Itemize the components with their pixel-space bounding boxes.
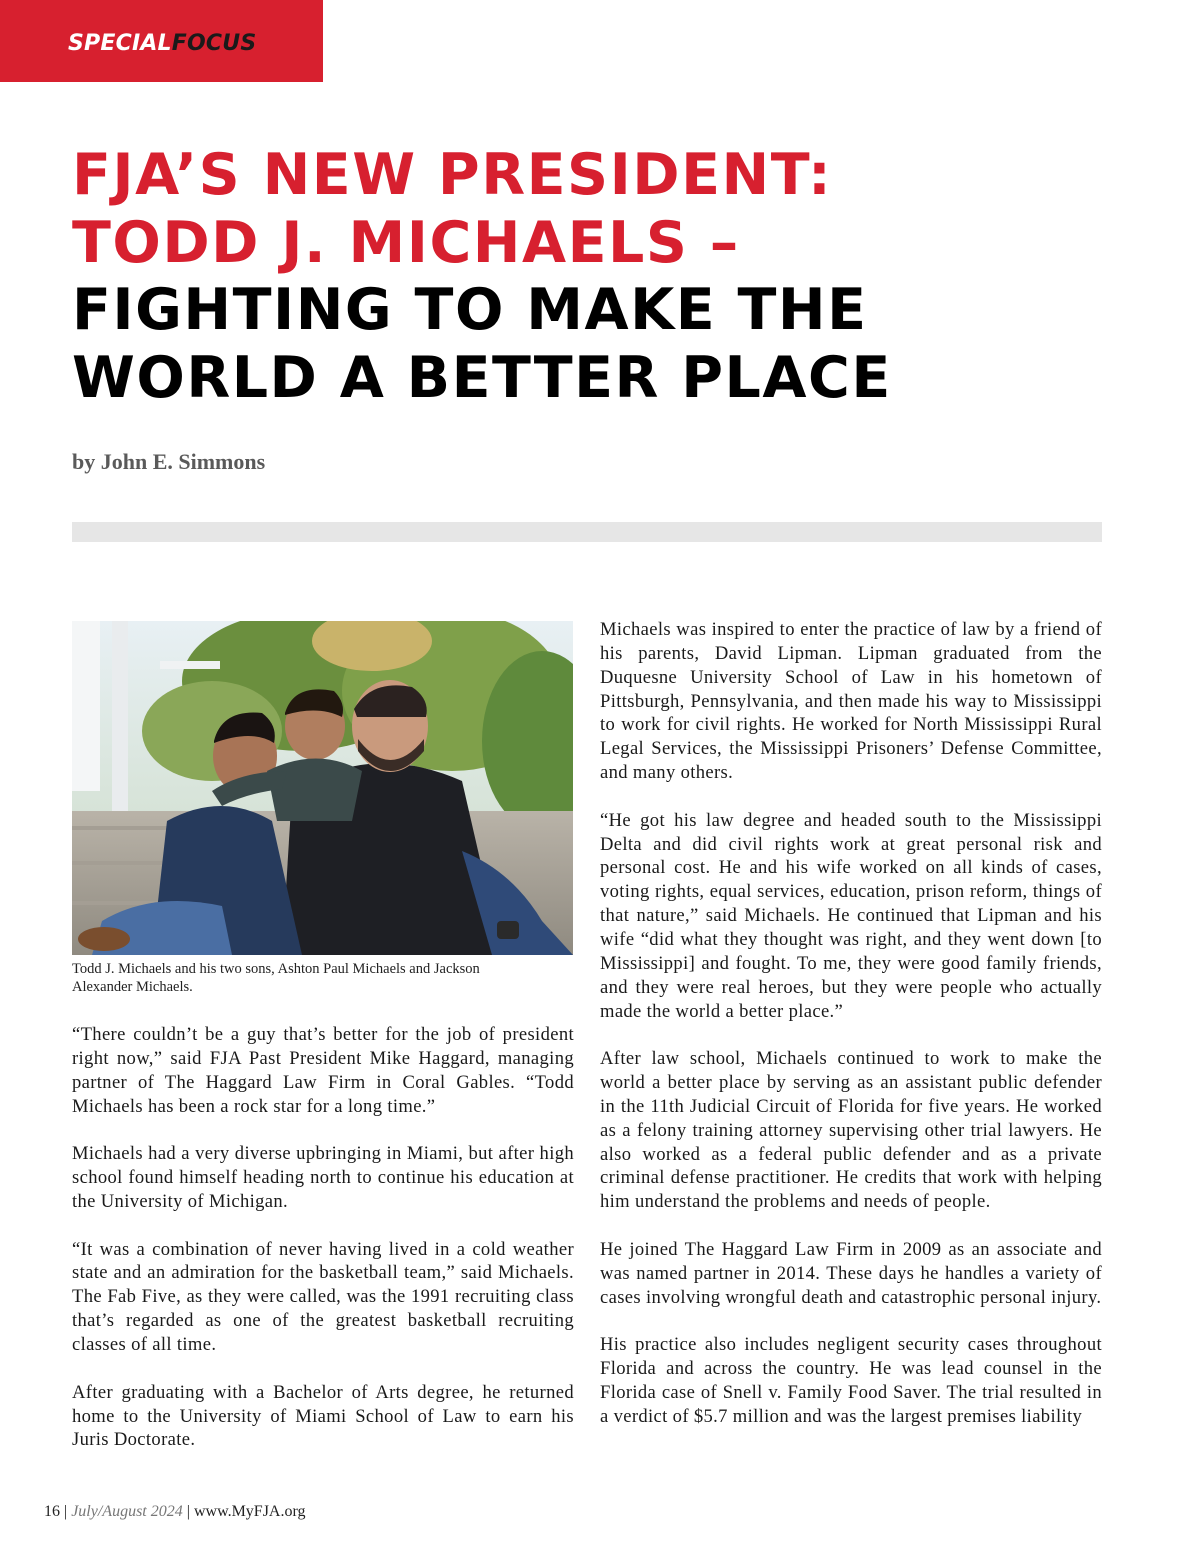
paragraph: His practice also includes negligent security cases throughout Florida and across the country. He was lead counsel in the Florida case of Snell v. Family Food Saver. The trial resulted in a verdict of $5.7 million and was the largest premises liability: [600, 1334, 1102, 1427]
page-footer: [44, 1501, 306, 1523]
photo-caption: Todd J. Michaels and his two sons, Ashton Paul Michaels and Jackson Alexander Michaels.: [72, 961, 480, 995]
paragraph: After law school, Michaels continued to work to make the world a better place by serving as an assistant public defender in the 11th Judicial Circuit of Florida for five years. He worked as a felony training attorney supervising other trial lawyers. He also worked as a federal public defender and as a private criminal defense practitioner. He credits that work with helping him understand the problems and needs of people.: [600, 1048, 1102, 1213]
issue-date: July/August 2024: [71, 1503, 183, 1520]
family-photo: [72, 621, 573, 955]
footer-separator: |: [60, 1503, 72, 1520]
paragraph: Michaels had a very diverse upbringing in Miami, but after high school found himself heading north to continue his education at the University of Michigan.: [72, 1143, 574, 1212]
headline-line-1: FJA’S NEW PRESIDENT:: [72, 142, 833, 208]
paragraph: Michaels was inspired to enter the practice of law by a friend of his parents, David Lipman. Lipman graduated from the Duquesne University School of Law in his hometown of Pittsburgh, Pennsylvania, and then made his way to Mississippi to work for civil rights. He worked for North Mississippi Rural Legal Services, the Mississippi Prisoners’ Defense Committee, and many others.: [600, 619, 1102, 784]
left-column: [72, 1023, 574, 1476]
byline: by John E. Simmons: [72, 449, 266, 474]
headline-line-2: TODD J. MICHAELS –: [72, 209, 740, 276]
headline-line-4: WORLD A BETTER PLACE: [72, 344, 892, 411]
section-tab: [0, 0, 323, 82]
paragraph: “He got his law degree and headed south to the Mississippi Delta and did civil rights work at great personal risk and personal cost. He and his wife worked on all kinds of cases, voting rights, equal services, education, prison reform, things of that nature,” said Michaels. He continued that Lipman and his wife “did what they thought was right, and they went down [to Mississippi] and fought. To me, they were good family friends, and they were real heroes, but they were people who actually made the world a better place.”: [600, 809, 1102, 1022]
right-column: [600, 618, 1102, 1453]
paragraph: “There couldn’t be a guy that’s better for the job of president right now,” said FJA Past President Mike Haggard, managing partner of The Haggard Law Firm in Coral Gables. “Todd Michaels has been a rock star for a long time.”: [72, 1024, 574, 1117]
page-number: 16: [44, 1503, 60, 1520]
headline-line-3: FIGHTING TO MAKE THE: [72, 277, 868, 343]
paragraph: “It was a combination of never having lived in a cold weather state and an admiration for the basketball team,” said Michaels. The Fab Five, as they were called, was the 1991 recruiting class that’s regarded as one of the greatest basketball recruiting classes of all time.: [72, 1238, 574, 1355]
section-label-special: SPECIAL: [68, 31, 172, 56]
article-headline: [72, 142, 1132, 412]
family-photo-illustration: [72, 621, 573, 955]
section-label: [68, 31, 256, 57]
website-link[interactable]: www.MyFJA.org: [193, 1503, 306, 1520]
paragraph: After graduating with a Bachelor of Arts degree, he returned home to the University of Miami School of Law to earn his Juris Doctorate.: [72, 1381, 574, 1451]
divider-bar: [72, 522, 1102, 542]
section-label-focus: FOCUS: [171, 31, 257, 56]
paragraph: He joined The Haggard Law Firm in 2009 as an associate and was named partner in 2014. These days he handles a variety of cases involving wrongful death and catastrophic personal injury.: [600, 1238, 1102, 1308]
footer-separator: |: [182, 1503, 194, 1520]
